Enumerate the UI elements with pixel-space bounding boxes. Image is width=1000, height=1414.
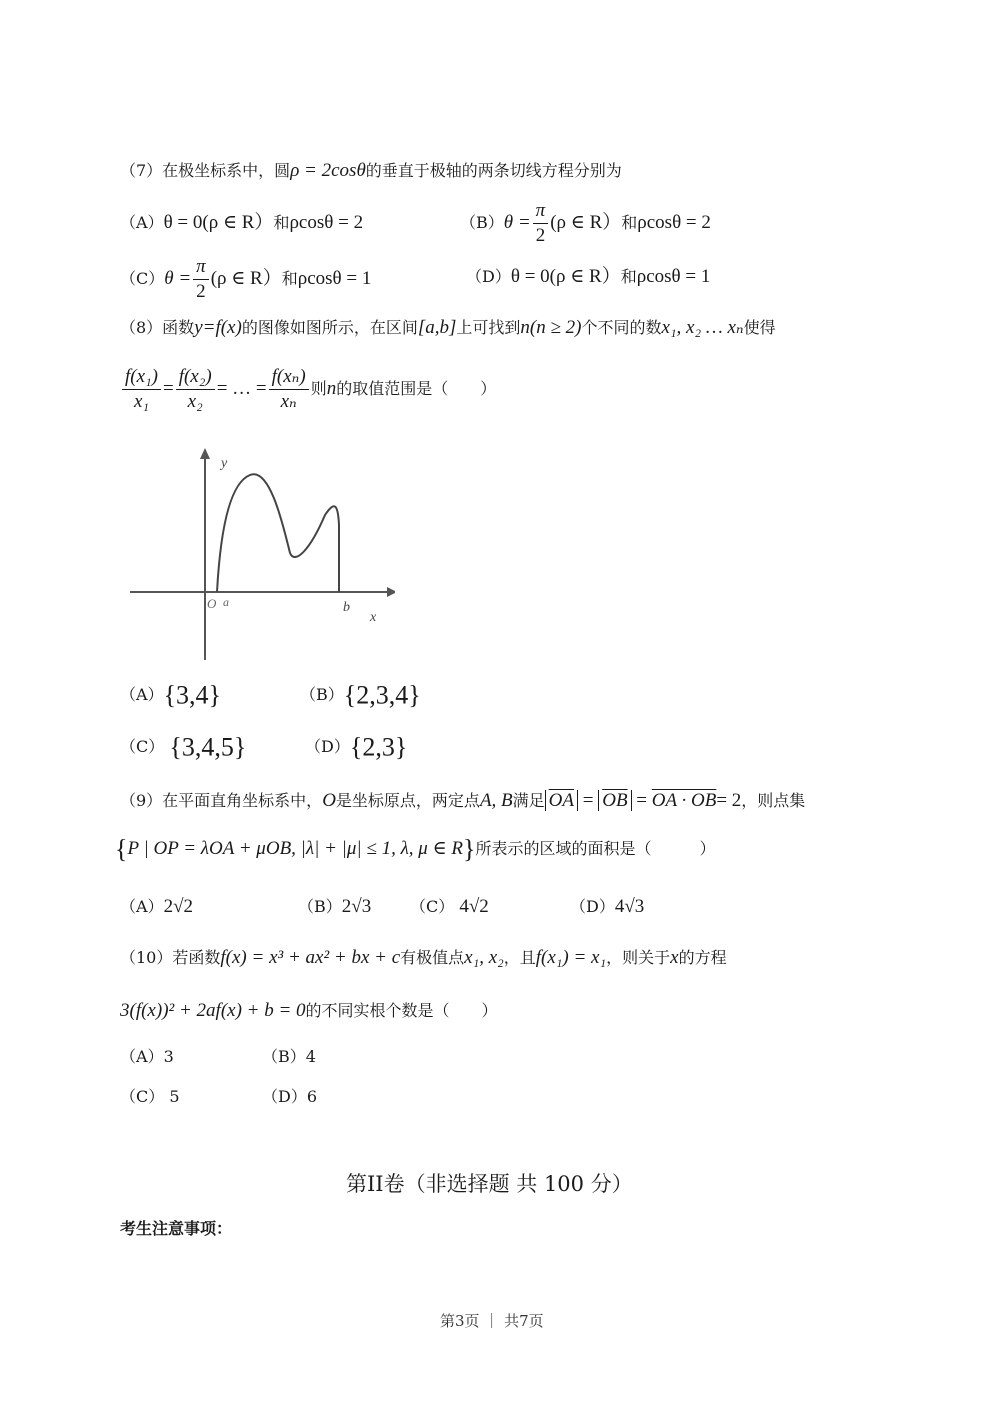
q9-option-d: （D）4√3 xyxy=(570,896,645,917)
y-label: y xyxy=(221,456,228,471)
q8-function-graph xyxy=(125,445,395,665)
q8-option-c: （C） {3,4,5} xyxy=(120,732,247,762)
q7-option-a: （A）θ = 0(ρ ∈ R）和ρcosθ = 2 xyxy=(120,212,364,233)
origin-label: O xyxy=(207,596,217,611)
a-label: a xyxy=(223,595,229,609)
section-title: 第II卷（非选择题 共 100 分） xyxy=(346,1172,633,1196)
q8-condition: $\frac{\text{f(x₁)}}{\text{x₁}}$ = $\frac{\text{f(x₂)}}{\text{x₂}}$ = … = $\frac{\text{f(xₙ)}}{\text{xₙ}}$ 则n的取值范围是（ ） xyxy=(120,366,496,413)
q9-stem: （9）在平面直角坐标系中，O是坐标原点，两定点A, B满足 $\overline{OA} = \overline{OB}$ = OA · OB= 2，则点集 xyxy=(120,790,806,811)
q7-option-b: （B）θ = $\frac{\pi}{2}$ (ρ ∈ R）和ρcosθ = 2 xyxy=(460,200,711,246)
q8-option-a: （A）{3,4} xyxy=(120,680,222,710)
q9-set: {P | OP = λOA + μOB, |λ| + |μ| ≤ 1, λ, μ ∈ R}所表示的区域的面积是（ ） xyxy=(115,834,716,864)
q10-option-b: （B）4 xyxy=(262,1047,316,1066)
page-footer: 第3页 ｜ 共7页 xyxy=(440,1312,544,1330)
q10-option-d: （D）6 xyxy=(262,1087,318,1106)
y-axis-arrow xyxy=(200,448,210,459)
q10-equation: 3(f(x))² + 2af(x) + b = 0的不同实根个数是（ ） xyxy=(120,1000,498,1021)
q9-option-b: （B）2√3 xyxy=(298,896,372,917)
x-label: x xyxy=(370,610,377,625)
q7-option-c: （C）θ = $\frac{\pi}{2}$ (ρ ∈ R）和ρcosθ = 1 xyxy=(120,256,372,302)
b-label: b xyxy=(343,600,350,615)
notice-heading: 考生注意事项： xyxy=(120,1219,233,1238)
q8-stem: （8）函数y=f(x)的图像如图所示，在区间[a,b]上可找到n(n ≥ 2)个不同的数x₁, x₂ … xₙ使得 xyxy=(120,317,776,338)
q7-stem: （7）在极坐标系中，圆ρ = 2cosθ的垂直于极轴的两条切线方程分别为 xyxy=(120,160,622,181)
q9-option-a: （A）2√2 xyxy=(120,896,193,917)
function-curve xyxy=(217,474,339,592)
q10-option-a: （A）3 xyxy=(120,1047,174,1066)
q10-option-c: （C） 5 xyxy=(120,1087,180,1106)
q7-option-d: （D）θ = 0(ρ ∈ R）和ρcosθ = 1 xyxy=(466,266,711,287)
q8-option-d: （D）{2,3} xyxy=(305,732,408,762)
q10-stem: （10）若函数f(x) = x³ + ax² + bx + c有极值点x₁, x₂，且f(x₁) = x₁，则关于x的方程 xyxy=(120,947,727,968)
q9-option-c: （C） 4√2 xyxy=(410,896,489,917)
q8-option-b: （B）{2,3,4} xyxy=(300,680,421,710)
x-axis-arrow xyxy=(387,587,395,597)
